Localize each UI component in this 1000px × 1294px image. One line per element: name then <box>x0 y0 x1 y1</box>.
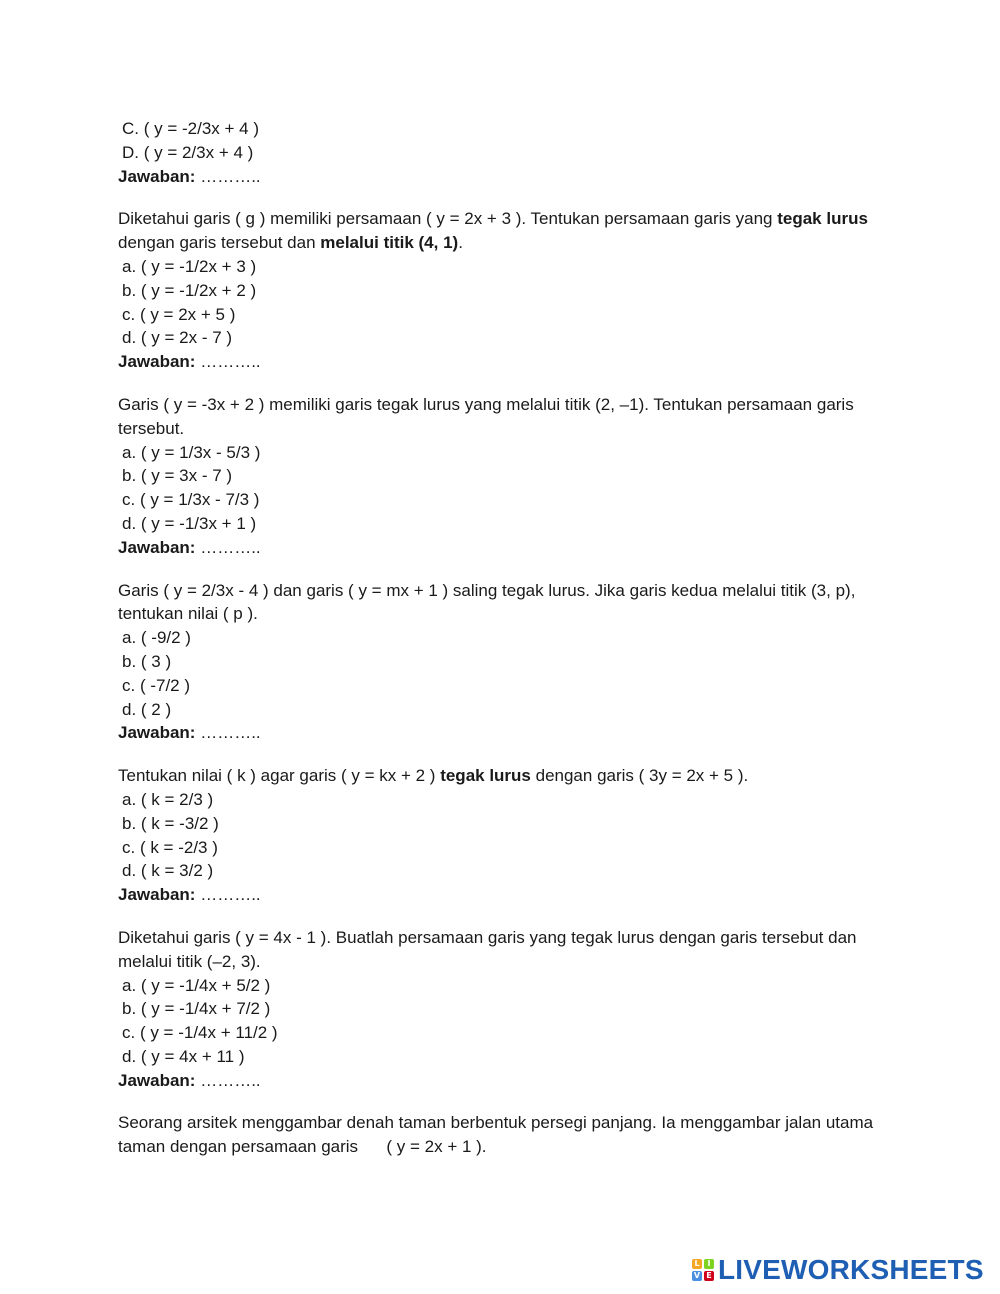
option-d[interactable]: d. ( y = -1/3x + 1 ) <box>122 513 257 533</box>
question-text: Tentukan nilai ( k ) agar garis ( y = kx + 2 ) tegak lurus dengan garis ( 3y = 2x + 5 ). <box>118 766 749 786</box>
option-d[interactable]: d. ( k = 3/2 ) <box>122 861 214 881</box>
logo-mark-icon <box>692 1259 714 1281</box>
answer-blank[interactable]: ……….. <box>195 1070 261 1090</box>
answer-blank[interactable]: ……….. <box>195 166 261 186</box>
question-6 <box>118 1111 878 1159</box>
answer-label: Jawaban: <box>118 537 196 557</box>
question-text: Garis ( y = 2/3x - 4 ) dan garis ( y = mx + 1 ) saling tegak lurus. Jika garis kedua melalui titik (3, p), tentukan nilai ( p ). <box>118 580 861 624</box>
question-text: Diketahui garis ( g ) memiliki persamaan ( y = 2x + 3 ). Tentukan persamaan garis yang tegak lurus dengan garis tersebut dan melalui titik (4, 1). <box>118 209 873 253</box>
option-a[interactable]: a. ( -9/2 ) <box>122 628 191 648</box>
option-b[interactable]: b. ( y = -1/2x + 2 ) <box>122 280 257 300</box>
question-text: Diketahui garis ( y = 4x - 1 ). Buatlah persamaan garis yang tegak lurus dengan garis tersebut dan melalui titik (–2, 3). <box>118 927 862 971</box>
option-b[interactable]: b. ( 3 ) <box>122 651 172 671</box>
question-2 <box>118 393 878 560</box>
answer-line <box>118 1069 878 1093</box>
option-d[interactable]: D. ( y = 2/3x + 4 ) <box>122 142 254 162</box>
worksheet-content <box>118 117 878 1159</box>
option-b[interactable]: b. ( y = -1/4x + 7/2 ) <box>122 999 271 1019</box>
logo-text: LIVEWORKSHEETS <box>718 1254 984 1285</box>
option-a[interactable]: a. ( y = -1/2x + 3 ) <box>122 256 257 276</box>
logo-mark-l: L <box>692 1259 702 1269</box>
answer-blank[interactable]: ……….. <box>195 885 261 905</box>
option-d[interactable]: d. ( y = 2x - 7 ) <box>122 328 233 348</box>
logo-mark-e: E <box>704 1271 714 1281</box>
question-text: Seorang arsitek menggambar denah taman berbentuk persegi panjang. Ia menggambar jalan utama taman dengan persamaan garis ( y = 2x + 1 ). <box>118 1113 878 1157</box>
answer-line <box>118 536 878 560</box>
answer-label: Jawaban: <box>118 166 196 186</box>
option-b[interactable]: b. ( k = -3/2 ) <box>122 813 219 833</box>
option-a[interactable]: a. ( k = 2/3 ) <box>122 789 214 809</box>
option-b[interactable]: b. ( y = 3x - 7 ) <box>122 466 233 486</box>
question-4 <box>118 764 878 907</box>
answer-label: Jawaban: <box>118 352 196 372</box>
answer-blank[interactable]: ……….. <box>195 537 261 557</box>
answer-label: Jawaban: <box>118 1070 196 1090</box>
logo-mark-v: V <box>693 1271 701 1280</box>
option-d[interactable]: d. ( y = 4x + 11 ) <box>122 1046 245 1066</box>
option-a[interactable]: a. ( y = 1/3x - 5/3 ) <box>122 442 261 462</box>
answer-blank[interactable]: ……….. <box>195 352 261 372</box>
answer-blank[interactable]: ……….. <box>195 723 261 743</box>
answer-label: Jawaban: <box>118 723 196 743</box>
answer-line <box>118 721 878 745</box>
option-c[interactable]: C. ( y = -2/3x + 4 ) <box>122 119 259 138</box>
option-c[interactable]: c. ( -7/2 ) <box>122 675 191 695</box>
question-5 <box>118 926 878 1093</box>
question-fragment <box>118 117 878 188</box>
answer-line <box>118 883 878 907</box>
question-3 <box>118 579 878 746</box>
logo-mark-i: I <box>704 1259 714 1269</box>
option-c[interactable]: c. ( y = 2x + 5 ) <box>122 304 236 324</box>
option-c[interactable]: c. ( y = -1/4x + 11/2 ) <box>122 1023 278 1043</box>
option-c[interactable]: c. ( k = -2/3 ) <box>122 837 218 857</box>
option-a[interactable]: a. ( y = -1/4x + 5/2 ) <box>122 975 271 995</box>
answer-line <box>118 165 878 189</box>
option-c[interactable]: c. ( y = 1/3x - 7/3 ) <box>122 490 260 510</box>
liveworksheets-logo[interactable] <box>692 1256 984 1284</box>
answer-line <box>118 350 878 374</box>
answer-label: Jawaban: <box>118 885 196 905</box>
question-1 <box>118 207 878 374</box>
option-d[interactable]: d. ( 2 ) <box>122 699 172 719</box>
question-text: Garis ( y = -3x + 2 ) memiliki garis tegak lurus yang melalui titik (2, –1). Tentukan persamaan garis tersebut. <box>118 394 859 438</box>
